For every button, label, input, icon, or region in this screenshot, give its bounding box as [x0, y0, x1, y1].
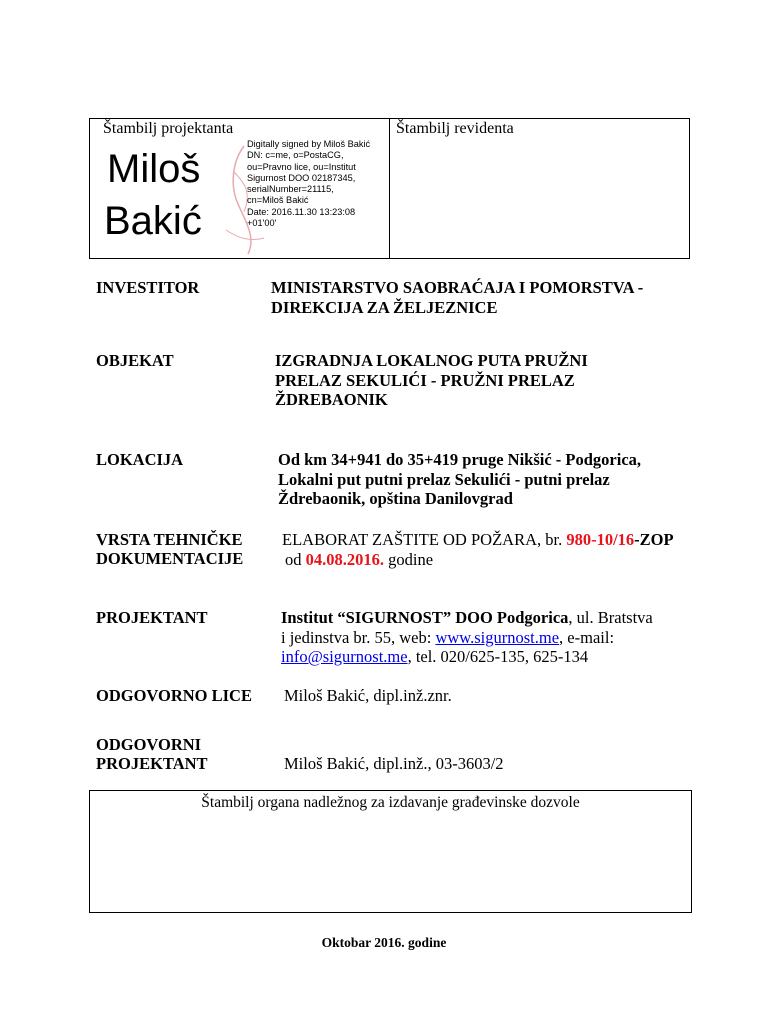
lokacija-line: Od km 34+941 do 35+419 pruge Nikšić - Podgorica, [278, 450, 642, 469]
signature-line: cn=Miloš Bakić [247, 195, 309, 206]
signature-last-name: Bakić [104, 199, 202, 243]
projektant-label: PROJEKTANT [96, 608, 208, 627]
company-address-cont: i jedinstva br. 55, web: [281, 627, 436, 647]
odgovorni-projektant-label-line: ODGOVORNI [96, 735, 202, 754]
objekat-line: ŽDREBAONIK [275, 390, 388, 409]
reviewer-stamp-label: Štambilj revidenta [396, 120, 514, 137]
odgovorni-projektant-label [96, 735, 208, 773]
odgovorni-projektant-label-line: PROJEKTANT [96, 754, 208, 773]
signature-line: serialNumber=21115, [247, 184, 334, 195]
signature-details [247, 139, 370, 229]
projektant-line [281, 647, 653, 667]
objekat-label: OBJEKAT [96, 351, 174, 370]
website-link[interactable]: www.sigurnost.me [435, 627, 560, 647]
godine-label: godine [388, 549, 434, 569]
lokacija-value [278, 450, 641, 509]
email-prefix: , e-mail: [559, 627, 615, 647]
signature-line: DN: c=me, o=PostaCG, [247, 150, 344, 161]
vrsta-date-line [282, 550, 674, 570]
document-type: ELABORAT ZAŠTITE OD POŽARA, br. [282, 530, 563, 549]
investitor-line: DIREKCIJA ZA ŽELJEZNICE [271, 297, 498, 317]
vrsta-label-line: VRSTA TEHNIČKE [96, 530, 243, 549]
authority-stamp-label: Štambilj organa nadležnog za izdavanje građevinske dozvole [201, 794, 580, 811]
projektant-value [281, 608, 653, 667]
signature-line: Date: 2016.11.30 13:23:08 [247, 206, 356, 217]
document-number: 980-10/16 [566, 530, 635, 549]
lokacija-line: Ždrebaonik, opština Danilovgrad [278, 489, 513, 508]
lokacija-line: Lokalni put putni prelaz Sekulići - putni prelaz [278, 469, 610, 489]
signature-line: Sigurnost DOO 02187345, [247, 172, 356, 183]
investitor-value [271, 278, 643, 317]
lokacija-label: LOKACIJA [96, 450, 184, 469]
odgovorni-projektant-value: Miloš Bakić, dipl.inž., 03-3603/2 [284, 754, 504, 773]
signature-first-name: Miloš [107, 147, 201, 191]
objekat-line: PRELAZ SEKULIĆI - PRUŽNI PRELAZ [275, 370, 575, 390]
signature-line: Digitally signed by Miloš Bakić [247, 139, 371, 149]
vrsta-label [96, 530, 243, 568]
designer-stamp-label: Štambilj projektanta [103, 120, 234, 137]
document-date: 04.08.2016. [305, 549, 384, 569]
document-suffix: -ZOP [634, 530, 674, 549]
signature-line: +01'00' [247, 218, 277, 229]
projektant-line [281, 628, 653, 648]
objekat-value [275, 351, 588, 410]
odgovorno-lice-value: Miloš Bakić, dipl.inž.znr. [284, 686, 452, 705]
company-name: Institut “SIGURNOST” DOO Podgorica [281, 608, 569, 627]
document-date-footer: Oktobar 2016. godine [321, 935, 447, 950]
vrsta-title-line [282, 530, 674, 550]
vrsta-value [282, 530, 674, 569]
company-address: , ul. Bratstva [568, 608, 653, 627]
objekat-line: IZGRADNJA LOKALNOG PUTA PRUŽNI [275, 351, 588, 370]
vrsta-label-line: DOKUMENTACIJE [96, 549, 244, 568]
email-link[interactable]: info@sigurnost.me [281, 647, 408, 666]
odgovorno-lice-label: ODGOVORNO LICE [96, 686, 252, 705]
projektant-line [281, 608, 653, 628]
investitor-label: INVESTITOR [96, 278, 200, 297]
od-label: od [285, 549, 302, 569]
digital-signature [104, 139, 384, 257]
phone-numbers: , tel. 020/625-135, 625-134 [407, 647, 589, 666]
signature-line: ou=Pravno lice, ou=Institut [247, 161, 356, 172]
stamp-divider [389, 118, 390, 259]
investitor-line: MINISTARSTVO SAOBRAĆAJA I POMORSTVA - [271, 278, 644, 297]
